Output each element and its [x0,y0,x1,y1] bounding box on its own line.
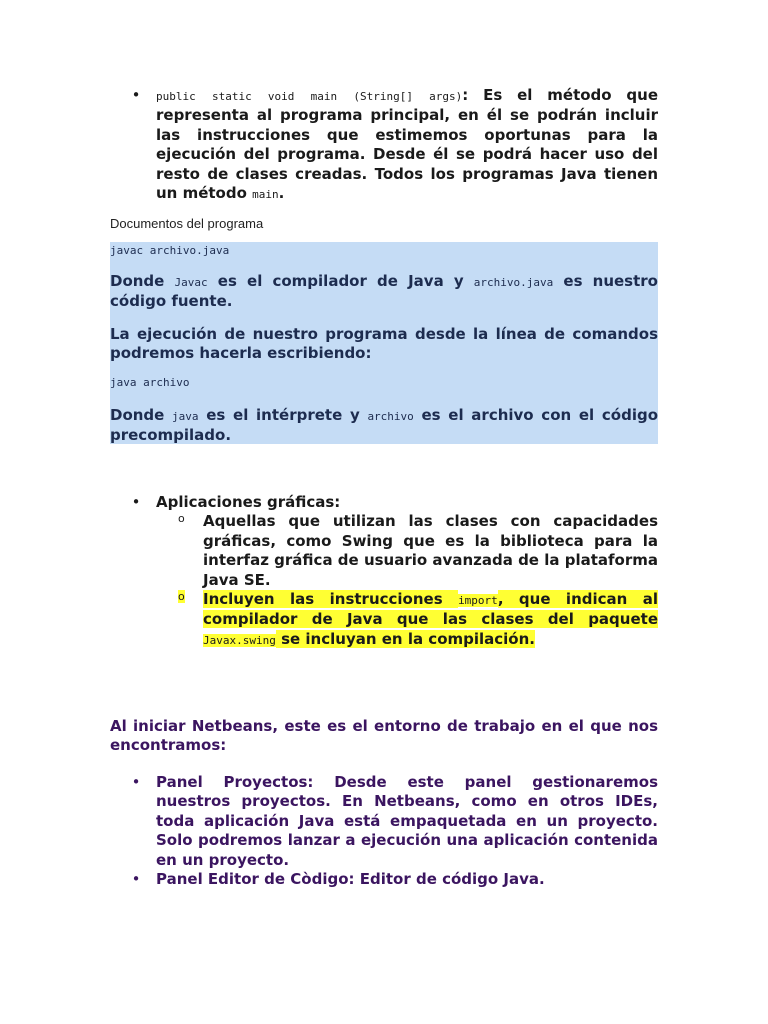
graphics-title: Aplicaciones gráficas: [156,493,341,511]
interpreter-explanation: Donde java es el intérprete y archivo es el archivo con el código precompilado. [110,406,658,445]
code-archivo: archivo [367,410,414,423]
netbeans-intro: Al iniciar Netbeans, este es el entorno de trabajo en el que nos encontramos: [110,717,658,755]
main-method-list [0,86,768,204]
list-item [0,493,768,512]
compile-box [110,242,658,444]
code-main-signature: public static void main (String[] args) [156,90,463,103]
code-archivo-java: archivo.java [473,276,554,289]
panel-proyectos-text: Panel Proyectos: Desde este panel gestionaremos nuestros proyectos. En Netbeans, como en otros IDEs, toda aplicación Java está empaquetada en un proyecto. Solo podremos lanzar a ejecución una aplicación contenida en un proyecto. [156,773,658,869]
graphics-sub-1: Aquellas que utilizan las clases con capacidades gráficas, como Swing que es la biblioteca para la interfaz gráfica de usuario avanzada de la plataforma Java SE. [203,512,658,589]
list-item [0,870,768,889]
code-javac: Javac [174,276,208,289]
bullet-icon: • [131,870,141,889]
panel-editor-text: Panel Editor de Còdigo: Editor de código Java. [156,870,545,889]
list-item [0,86,768,204]
list-item [0,512,768,590]
graphics-sub-2: Incluyen las instrucciones import, que indican al compilador de Java que las clases del paquete Javax.swing se incluyan en la compilación. [203,590,659,648]
sub-bullet-icon: o [178,512,185,526]
section-caption: Documentos del programa [110,216,264,231]
run-command: java archivo [110,376,190,389]
sub-bullet-icon: o [178,590,185,604]
list-item [0,773,768,870]
run-explanation: La ejecución de nuestro programa desde la línea de comandos podremos hacerla escribiendo: [110,325,658,363]
code-main: main [252,188,279,202]
bullet-icon: • [131,773,141,791]
graphics-list [0,493,768,650]
main-method-text: public static void main (String[] args): Es el método que representa al programa principal, en él se podrán incluir las instrucciones que estimemos oportunas para la ejecución del programa. Desde él se podrá hacer uso del resto de clases creadas. Todos los programas Java tienen un método main. [156,86,658,203]
bullet-icon: • [131,86,141,104]
compile-explanation: Donde Javac es el compilador de Java y archivo.java es nuestro código fuente. [110,272,658,311]
main-method-description: Es el método que representa al programa principal, en él se podrán incluir las instrucciones que estimemos oportunas para la ejecución del programa. Desde él se podrá hacer uso del resto de clases creadas. Todos los programas Java tienen un método [156,86,658,203]
code-java: java [172,410,199,423]
bullet-icon: • [131,493,141,511]
netbeans-list [0,773,768,889]
code-javax-swing: Javax.swing [203,633,276,647]
code-import: import [458,594,498,608]
list-item [0,590,768,650]
compile-command: javac archivo.java [110,244,230,257]
